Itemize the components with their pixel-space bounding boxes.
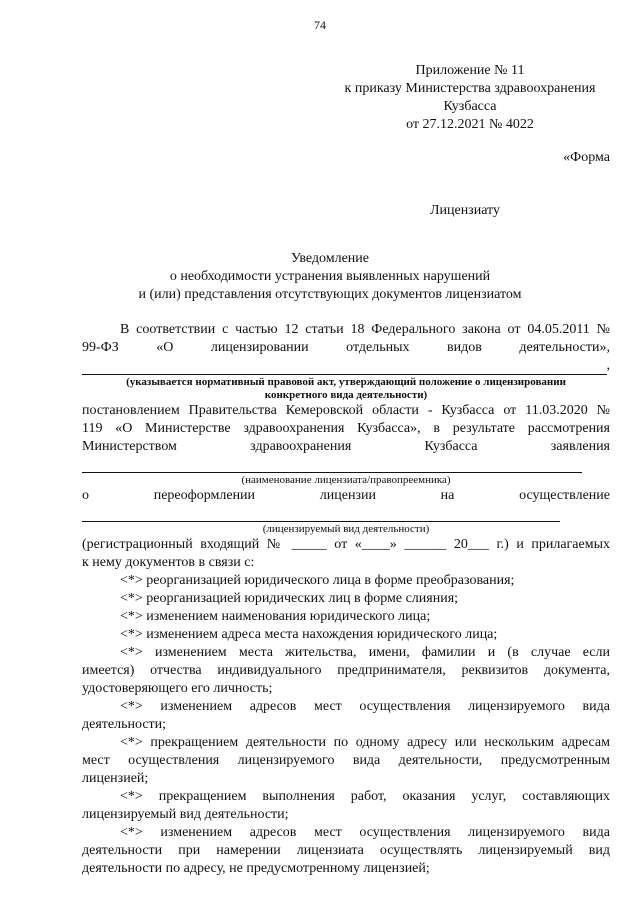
appendix-block bbox=[300, 62, 640, 134]
addressee: Лицензиату bbox=[430, 203, 500, 218]
reason-item bbox=[82, 824, 610, 878]
document-body bbox=[82, 321, 610, 878]
reason-item bbox=[82, 788, 610, 824]
reason-line: лицензией; bbox=[82, 771, 149, 786]
appendix-line: Приложение № 11 bbox=[415, 63, 525, 78]
reason-line: <*> изменением адресов мест осуществления лицензируемого вида bbox=[120, 825, 610, 840]
licensee-name-fill-line bbox=[82, 456, 582, 473]
reason-line: деятельности; bbox=[82, 717, 167, 732]
appendix-line: к приказу Министерства здравоохранения bbox=[344, 81, 596, 96]
form-label: «Форма bbox=[563, 150, 610, 165]
reason-item bbox=[82, 590, 610, 608]
reason-line: <*> прекращением деятельности по одному адресу или нескольким адресам bbox=[120, 735, 610, 750]
paragraph-line: Министерством здравоохранения Кузбасса заявления bbox=[82, 439, 610, 454]
reason-line: <*> реорганизацией юридического лица в форме преобразования; bbox=[120, 573, 515, 588]
caption-line: конкретного вида деятельности) bbox=[264, 389, 428, 401]
title-line: о необходимости устранения выявленных нарушений bbox=[169, 269, 491, 284]
caption-line: (указывается нормативный правовой акт, утверждающий положение о лицензировании bbox=[126, 376, 566, 388]
reasons-list bbox=[82, 572, 610, 878]
reason-line: мест осуществления лицензируемого вида деятельности, предусмотренным bbox=[82, 753, 610, 768]
legal-act-fill-line bbox=[82, 357, 610, 375]
reason-item bbox=[82, 644, 610, 698]
paragraph-line: (регистрационный входящий № _____ от «____» ______ 20___ г.) и прилагаемых bbox=[82, 537, 610, 552]
appendix-line: Кузбасса bbox=[443, 99, 497, 114]
reason-item bbox=[82, 734, 610, 788]
reason-line: <*> реорганизацией юридических лиц в форме слияния; bbox=[120, 591, 459, 606]
appendix-line: от 27.12.2021 № 4022 bbox=[406, 117, 534, 132]
title-line: Уведомление bbox=[290, 251, 369, 266]
document-title bbox=[60, 250, 600, 304]
reason-line: имеется) отчества индивидуального предпринимателя, реквизитов документа, bbox=[82, 663, 610, 678]
reason-line: деятельности по адресу, не предусмотренному лицензией; bbox=[82, 861, 430, 876]
field-caption: (лицензируемый вид деятельности) bbox=[262, 523, 430, 535]
paragraph-line: В соответствии с частью 12 статьи 18 Федерального закона от 04.05.2011 № bbox=[120, 322, 610, 337]
reason-line: <*> изменением адресов мест осуществления лицензируемого вида bbox=[120, 699, 610, 714]
reason-item bbox=[82, 572, 610, 590]
reason-line: удостоверяющего его личность; bbox=[82, 681, 273, 696]
field-caption bbox=[82, 376, 610, 402]
page-number: 74 bbox=[314, 18, 326, 32]
reason-line: деятельности при намерении лицензиата осуществлять лицензируемый вид bbox=[82, 843, 610, 858]
reason-line: <*> изменением наименования юридического лица; bbox=[120, 609, 431, 624]
title-line: и (или) представления отсутствующих документов лицензиатом bbox=[138, 287, 522, 302]
paragraph-line: к нему документов в связи с: bbox=[82, 555, 255, 570]
comma: , bbox=[606, 358, 610, 373]
reason-line: <*> изменением места жительства, имени, фамилии и (в случае если bbox=[120, 645, 610, 660]
reason-item bbox=[82, 608, 610, 626]
paragraph-line: 119 «О Министерстве здравоохранения Кузбасса», в результате рассмотрения bbox=[82, 421, 610, 436]
activity-fill-line bbox=[82, 505, 560, 522]
paragraph-line: постановлением Правительства Кемеровской области - Кузбасса от 11.03.2020 № bbox=[82, 403, 610, 418]
reason-item bbox=[82, 698, 610, 734]
reason-item bbox=[82, 626, 610, 644]
paragraph-line: 99-ФЗ «О лицензировании отдельных видов деятельности», bbox=[82, 340, 610, 355]
reason-line: <*> прекращением выполнения работ, оказания услуг, составляющих bbox=[120, 789, 610, 804]
paragraph-line: о переоформлении лицензии на осуществление bbox=[82, 488, 610, 503]
reason-line: <*> изменением адреса места нахождения юридического лица; bbox=[120, 627, 498, 642]
reason-line: лицензируемый вид деятельности; bbox=[82, 807, 289, 822]
field-caption: (наименование лицензиата/правопреемника) bbox=[241, 474, 451, 486]
blank-underline bbox=[82, 358, 607, 375]
